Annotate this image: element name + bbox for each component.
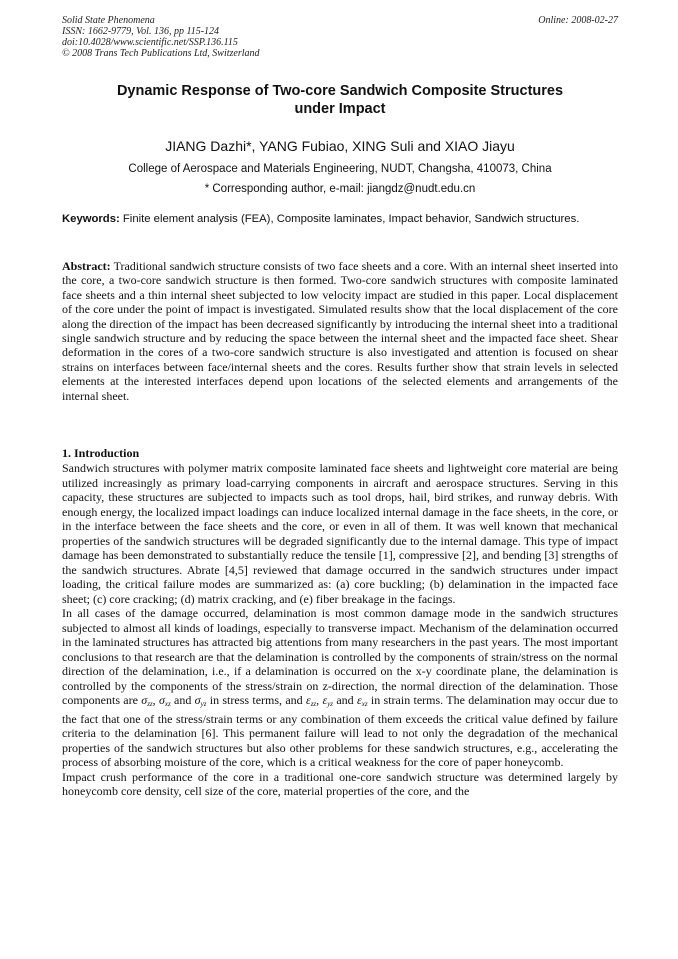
- corresponding-author: * Corresponding author, e-mail: jiangdz@nudt.edu.cn: [204, 183, 476, 195]
- intro-paragraph-2-part-a: In all cases of the damage occurred, delamination is most common damage mode in the sandwich structures subjected to almost all kinds of loadings, especially to transverse impact. Mechanism of the delamination occurred in the laminated structures has attracted big attentions from many researchers in the past years. The most important conclusions to that research are that the delamination is controlled by the components of strain/stress on the normal direction of the delamination, i.e., if a delamination is occurred on the x-y coordinate plane, the delamination is controlled by the components of the stress/strain on z-direction, the normal direction of the delamination. Those components are: [62, 606, 618, 707]
- keywords-label: Keywords:: [62, 213, 120, 225]
- sigma-xz-symbol: $\sigma_{xz}$: [158, 693, 171, 708]
- doi-line: doi:10.4028/www.scientific.net/SSP.136.115: [62, 37, 238, 48]
- epsilon-yz-symbol: $\varepsilon_{yz}$: [322, 693, 334, 708]
- abstract: [62, 259, 618, 403]
- affiliation: College of Aerospace and Materials Engineering, NUDT, Changsha, 410073, China: [128, 163, 552, 175]
- abstract-text: Traditional sandwich structure consists of two face sheets and a core. With an internal sheet inserted into the core, a two-core sandwich structure is then formed. Two-core sandwich structures with composite laminated face sheets and a thin internal sheet subjected to low velocity impact are studied in this paper. Local displacement of the core under the point of impact is investigated. Simulated results show that the local displacement of the core along the direction of the impact has been decreased significantly by introducing the internal sheet into a traditional single sandwich structure and by reducing the space between the internal sheet and the impacted face sheet. Shear deformation in the cores of a two-core sandwich structure is also investigated and attention is focused on shear strains on interfaces between face/internal sheets and the cores. Results further show that strain levels in selected elements at the interested interfaces depend upon locations of the selected elements and arrangements of the internal sheet.: [62, 259, 618, 403]
- author-list: JIANG Dazhi*, YANG Fubiao, XING Suli and XIAO Jiayu: [165, 138, 515, 154]
- sigma-zz-symbol: $\sigma_{zz}$: [141, 693, 153, 708]
- abstract-label: Abstract:: [62, 259, 111, 273]
- title-line-2: under Impact: [294, 101, 386, 117]
- epsilon-xz-symbol: $\varepsilon_{xz}$: [357, 693, 368, 708]
- title-line-1: Dynamic Response of Two-core Sandwich Composite Structures: [116, 83, 564, 99]
- epsilon-zz-symbol: $\varepsilon_{zz}$: [305, 693, 317, 708]
- paper-title: [62, 82, 618, 118]
- intro-paragraph-2-part-b: strain terms. The delamination may occur due to the fact that one of the stress/strain terms or any combination of them exceeds the critical value defined by failure criteria to the delamination [6]. This permanent failure will lead to not only the degradation of the mechanical properties of the sandwich structures but also other problems for these sandwich structures, e.g., accelerating the process of absorbing moisture of the core, which is a critical weakness for the core of paper honeycomb.: [62, 693, 619, 769]
- section-heading-introduction: 1. Introduction: [62, 446, 140, 460]
- keywords: [62, 212, 618, 226]
- copyright-line: © 2008 Trans Tech Publications Ltd, Switzerland: [62, 48, 260, 59]
- journal-name: Solid State Phenomena: [62, 15, 155, 26]
- issn-line: ISSN: 1662-9779, Vol. 136, pp 115-124: [62, 26, 220, 37]
- intro-paragraph-3: Impact crush performance of the core in a traditional one-core sandwich structure was determined largely by honeycomb core density, cell size of the core, material properties of the core, and the: [62, 769, 618, 798]
- keywords-text: Finite element analysis (FEA), Composite laminates, Impact behavior, Sandwich structures.: [122, 213, 580, 225]
- intro-paragraph-2: In all cases of the damage occurred, delamination is most common damage mode in the sandwich structures subjected to almost all kinds of loadings, especially to transverse impact. Mechanism of the delamination occurred in the laminated structures has attracted big attentions from many researchers in the past years. The most important conclusions to that research are that the delamination is controlled by the components of strain/stress on the normal direction of the delamination, i.e., if a delamination is occurred on the x-y coordinate plane, the delamination is controlled by the components of the stress/strain on z-direction, the normal direction of the delamination. Those components are $\sigma_{zz}$, $\sigma_{xz}$ and $\sigma_{yz}$ in stress terms, and $\varepsilon_{zz}$, $\varepsilon_{yz}$ and $\varepsilon_{xz}$ in strain terms. The delamination may occur due to the fact that one of the stress/strain terms or any combination of them exceeds the critical value defined by failure criteria to the delamination [6]. This permanent failure will lead to not only the degradation of the mechanical properties of the sandwich structures but also other problems for these sandwich structures, e.g., accelerating the process of absorbing moisture of the core, which is a critical weakness for the core of paper honeycomb.: [62, 606, 619, 769]
- introduction-body: [62, 461, 618, 799]
- intro-paragraph-1: Sandwich structures with polymer matrix composite laminated face sheets and lightweight core material are being utilized increasingly as primary load-carrying components in aircraft and aerospace structures. Serving in this capacity, these structures are subjected to impacts such as tool drops, hail, bird strikes, and runway debris. With enough energy, the localized impact loadings can induce localized internal damage in the face sheets, in the core, or in the interface between the face sheets and the core, or even in all of them. It was well known that mechanical properties of the sandwich structures will be degraded significantly due to the internal damage. This type of impact damage has been demonstrated to substantially reduce the tensile [1], compressive [2], and bending [3] strengths of the sandwich structures. Abrate [4,5] reviewed that damage occurred in the sandwich structures under impact loading, the critical failure modes are summarized as: (a) core buckling; (b) delamination in the impacted face sheet; (c) core cracking; (d) matrix cracking, and (e) fiber breakage in the facings.: [62, 461, 618, 606]
- sigma-yz-symbol: $\sigma_{yz}$: [194, 693, 207, 708]
- journal-header: [62, 15, 618, 59]
- online-date: Online: 2008-02-27: [538, 15, 618, 26]
